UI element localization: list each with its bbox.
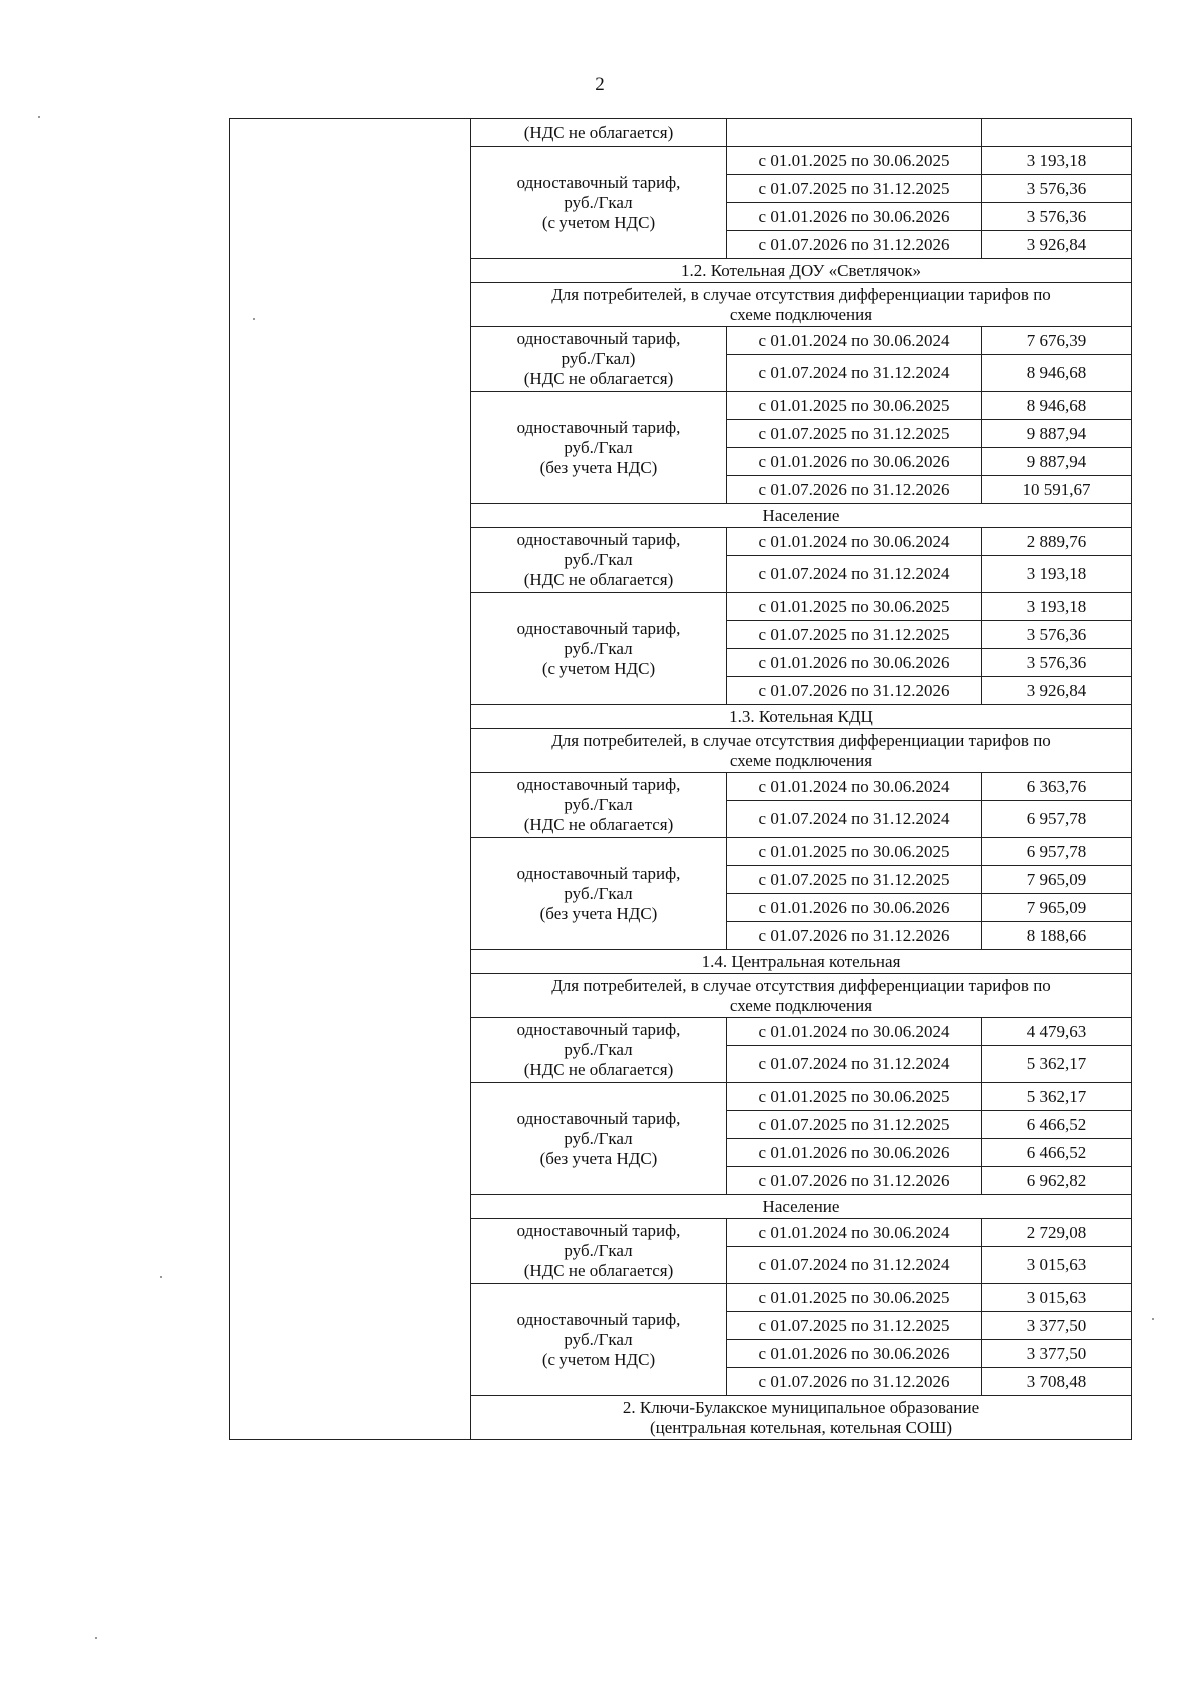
value-cell: 3 193,18 bbox=[982, 593, 1132, 621]
value-cell: 3 193,18 bbox=[982, 147, 1132, 175]
cell-text-line: одноставочный тариф, bbox=[516, 775, 681, 794]
section-heading bbox=[471, 1396, 1132, 1440]
period-cell: с 01.07.2025 по 31.12.2025 bbox=[727, 175, 982, 203]
cell-text-line: одноставочный тариф, bbox=[516, 172, 681, 192]
cell-text-line: одноставочный тариф, bbox=[516, 863, 681, 883]
tariff-table bbox=[229, 118, 1132, 1440]
value-cell: 4 479,63 bbox=[982, 1018, 1132, 1046]
scan-speck bbox=[1152, 1318, 1154, 1320]
tariff-label-cell bbox=[471, 773, 727, 838]
value-cell: 7 676,39 bbox=[982, 327, 1132, 355]
period-cell: с 01.07.2026 по 31.12.2026 bbox=[727, 1167, 982, 1195]
period-cell: с 01.07.2026 по 31.12.2026 bbox=[727, 1368, 982, 1396]
value-cell: 3 708,48 bbox=[982, 1368, 1132, 1396]
cell-text-line: (центральная котельная, котельная СОШ) bbox=[649, 1417, 953, 1437]
value-cell bbox=[982, 119, 1132, 147]
period-cell: с 01.01.2026 по 30.06.2026 bbox=[727, 894, 982, 922]
tariff-label-cell bbox=[471, 838, 727, 950]
value-cell: 3 377,50 bbox=[982, 1312, 1132, 1340]
period-cell: с 01.01.2025 по 30.06.2025 bbox=[727, 1083, 982, 1111]
tariff-label-cell bbox=[471, 327, 727, 392]
tariff-label-cell bbox=[471, 528, 727, 593]
scan-speck bbox=[38, 116, 40, 118]
period-cell: с 01.07.2024 по 31.12.2024 bbox=[727, 355, 982, 392]
cell-text-line: (без учета НДС) bbox=[539, 1148, 658, 1168]
scan-speck bbox=[95, 1637, 97, 1639]
section-heading bbox=[471, 729, 1132, 773]
value-cell: 6 363,76 bbox=[982, 773, 1132, 801]
section-heading bbox=[471, 974, 1132, 1018]
cell-text-line: одноставочный тариф, bbox=[516, 1020, 681, 1039]
cell-text-line: руб./Гкал bbox=[564, 1241, 633, 1260]
cell-text-line: (НДС не облагается) bbox=[523, 1261, 674, 1280]
value-cell: 2 889,76 bbox=[982, 528, 1132, 556]
value-cell: 3 926,84 bbox=[982, 231, 1132, 259]
value-cell: 8 946,68 bbox=[982, 392, 1132, 420]
cell-text-line: Для потребителей, в случае отсутствия дифференциации тарифов по bbox=[551, 730, 1051, 750]
section-heading bbox=[471, 950, 1132, 974]
tariff-label-cell bbox=[471, 147, 727, 259]
period-cell: с 01.01.2025 по 30.06.2025 bbox=[727, 593, 982, 621]
section-heading bbox=[471, 283, 1132, 327]
section-heading bbox=[471, 259, 1132, 283]
period-cell: с 01.01.2026 по 30.06.2026 bbox=[727, 649, 982, 677]
period-cell: с 01.07.2026 по 31.12.2026 bbox=[727, 677, 982, 705]
period-cell: с 01.01.2024 по 30.06.2024 bbox=[727, 1219, 982, 1247]
period-cell: с 01.07.2025 по 31.12.2025 bbox=[727, 621, 982, 649]
period-cell: с 01.01.2024 по 30.06.2024 bbox=[727, 327, 982, 355]
cell-text-line: (без учета НДС) bbox=[539, 903, 658, 923]
period-cell: с 01.01.2025 по 30.06.2025 bbox=[727, 1284, 982, 1312]
value-cell: 6 466,52 bbox=[982, 1139, 1132, 1167]
value-cell: 3 576,36 bbox=[982, 649, 1132, 677]
value-cell: 8 946,68 bbox=[982, 355, 1132, 392]
period-cell: с 01.07.2026 по 31.12.2026 bbox=[727, 922, 982, 950]
table-row bbox=[230, 119, 1132, 147]
cell-text-line: руб./Гкал bbox=[564, 1329, 633, 1349]
cell-text-line: схеме подключения bbox=[729, 750, 873, 770]
tariff-label-cell bbox=[471, 1018, 727, 1083]
cell-text-line: руб./Гкал bbox=[564, 550, 633, 569]
cell-text-line: 1.3. Котельная КДЦ bbox=[729, 706, 873, 726]
tariff-label-cell: (НДС не облагается) bbox=[471, 119, 727, 147]
scan-speck bbox=[160, 1276, 162, 1278]
value-cell: 9 887,94 bbox=[982, 420, 1132, 448]
value-cell: 3 576,36 bbox=[982, 203, 1132, 231]
value-cell: 5 362,17 bbox=[982, 1083, 1132, 1111]
left-blank-column bbox=[230, 119, 471, 1440]
cell-text-line: руб./Гкал bbox=[564, 192, 633, 212]
cell-text-line: одноставочный тариф, bbox=[516, 329, 681, 348]
section-heading bbox=[471, 705, 1132, 729]
period-cell: с 01.07.2025 по 31.12.2025 bbox=[727, 1312, 982, 1340]
period-cell: с 01.01.2025 по 30.06.2025 bbox=[727, 147, 982, 175]
value-cell: 3 193,18 bbox=[982, 556, 1132, 593]
cell-text-line: (с учетом НДС) bbox=[541, 212, 656, 232]
period-cell: с 01.07.2025 по 31.12.2025 bbox=[727, 420, 982, 448]
value-cell: 3 015,63 bbox=[982, 1247, 1132, 1284]
cell-text-line: руб./Гкал bbox=[564, 795, 633, 814]
period-cell: с 01.07.2024 по 31.12.2024 bbox=[727, 801, 982, 838]
page-number: 2 bbox=[595, 74, 605, 95]
cell-text-line: одноставочный тариф, bbox=[516, 1221, 681, 1240]
tariff-label-cell bbox=[471, 1083, 727, 1195]
scan-speck bbox=[253, 318, 255, 320]
cell-text-line: одноставочный тариф, bbox=[516, 1108, 681, 1128]
period-cell: с 01.01.2026 по 30.06.2026 bbox=[727, 203, 982, 231]
period-cell: с 01.07.2024 по 31.12.2024 bbox=[727, 1247, 982, 1284]
period-cell: с 01.07.2026 по 31.12.2026 bbox=[727, 231, 982, 259]
value-cell: 3 576,36 bbox=[982, 621, 1132, 649]
value-cell: 9 887,94 bbox=[982, 448, 1132, 476]
cell-text-line: (НДС не облагается) bbox=[523, 1060, 674, 1079]
value-cell: 6 957,78 bbox=[982, 801, 1132, 838]
cell-text-line: 1.2. Котельная ДОУ «Светлячок» bbox=[680, 260, 922, 280]
period-cell: с 01.07.2025 по 31.12.2025 bbox=[727, 866, 982, 894]
cell-text-line: (с учетом НДС) bbox=[541, 1349, 656, 1369]
cell-text-line: руб./Гкал bbox=[564, 883, 633, 903]
value-cell: 10 591,67 bbox=[982, 476, 1132, 504]
value-cell: 6 962,82 bbox=[982, 1167, 1132, 1195]
value-cell: 6 466,52 bbox=[982, 1111, 1132, 1139]
cell-text-line: руб./Гкал bbox=[564, 638, 633, 658]
cell-text-line: Население bbox=[762, 505, 840, 525]
value-cell: 8 188,66 bbox=[982, 922, 1132, 950]
value-cell: 5 362,17 bbox=[982, 1046, 1132, 1083]
cell-text-line: Для потребителей, в случае отсутствия дифференциации тарифов по bbox=[551, 284, 1051, 304]
period-cell bbox=[727, 119, 982, 147]
value-cell: 2 729,08 bbox=[982, 1219, 1132, 1247]
value-cell: 3 377,50 bbox=[982, 1340, 1132, 1368]
cell-text-line: руб./Гкал) bbox=[561, 349, 636, 368]
period-cell: с 01.07.2024 по 31.12.2024 bbox=[727, 1046, 982, 1083]
cell-text-line: руб./Гкал bbox=[564, 1040, 633, 1059]
period-cell: с 01.07.2024 по 31.12.2024 bbox=[727, 556, 982, 593]
cell-text-line: схеме подключения bbox=[729, 995, 873, 1015]
period-cell: с 01.01.2026 по 30.06.2026 bbox=[727, 1139, 982, 1167]
period-cell: с 01.01.2026 по 30.06.2026 bbox=[727, 1340, 982, 1368]
cell-text-line: руб./Гкал bbox=[564, 437, 633, 457]
cell-text-line: (без учета НДС) bbox=[539, 457, 658, 477]
cell-text-line: одноставочный тариф, bbox=[516, 618, 681, 638]
period-cell: с 01.01.2024 по 30.06.2024 bbox=[727, 1018, 982, 1046]
value-cell: 3 926,84 bbox=[982, 677, 1132, 705]
period-cell: с 01.07.2026 по 31.12.2026 bbox=[727, 476, 982, 504]
period-cell: с 01.07.2025 по 31.12.2025 bbox=[727, 1111, 982, 1139]
cell-text-line: (с учетом НДС) bbox=[541, 658, 656, 678]
section-heading bbox=[471, 504, 1132, 528]
period-cell: с 01.01.2024 по 30.06.2024 bbox=[727, 773, 982, 801]
period-cell: с 01.01.2025 по 30.06.2025 bbox=[727, 838, 982, 866]
period-cell: с 01.01.2025 по 30.06.2025 bbox=[727, 392, 982, 420]
cell-text-line: схеме подключения bbox=[729, 304, 873, 324]
value-cell: 3 576,36 bbox=[982, 175, 1132, 203]
tariff-label-cell bbox=[471, 392, 727, 504]
cell-text-line: Население bbox=[762, 1196, 840, 1216]
value-cell: 3 015,63 bbox=[982, 1284, 1132, 1312]
cell-text-line: одноставочный тариф, bbox=[516, 417, 681, 437]
tariff-label-cell bbox=[471, 1284, 727, 1396]
tariff-label-cell bbox=[471, 593, 727, 705]
value-cell: 6 957,78 bbox=[982, 838, 1132, 866]
cell-text-line: руб./Гкал bbox=[564, 1128, 633, 1148]
cell-text-line: одноставочный тариф, bbox=[516, 1309, 681, 1329]
section-heading bbox=[471, 1195, 1132, 1219]
cell-text-line: одноставочный тариф, bbox=[516, 530, 681, 549]
cell-text-line: (НДС не облагается) bbox=[523, 369, 674, 388]
cell-text-line: (НДС не облагается) bbox=[523, 815, 674, 834]
cell-text-line: 2. Ключи-Булакское муниципальное образование bbox=[622, 1397, 980, 1417]
period-cell: с 01.01.2024 по 30.06.2024 bbox=[727, 528, 982, 556]
value-cell: 7 965,09 bbox=[982, 894, 1132, 922]
cell-text-line: 1.4. Центральная котельная bbox=[701, 951, 901, 971]
period-cell: с 01.01.2026 по 30.06.2026 bbox=[727, 448, 982, 476]
cell-text-line: (НДС не облагается) bbox=[523, 570, 674, 589]
value-cell: 7 965,09 bbox=[982, 866, 1132, 894]
tariff-label-cell bbox=[471, 1219, 727, 1284]
cell-text-line: Для потребителей, в случае отсутствия дифференциации тарифов по bbox=[551, 975, 1051, 995]
